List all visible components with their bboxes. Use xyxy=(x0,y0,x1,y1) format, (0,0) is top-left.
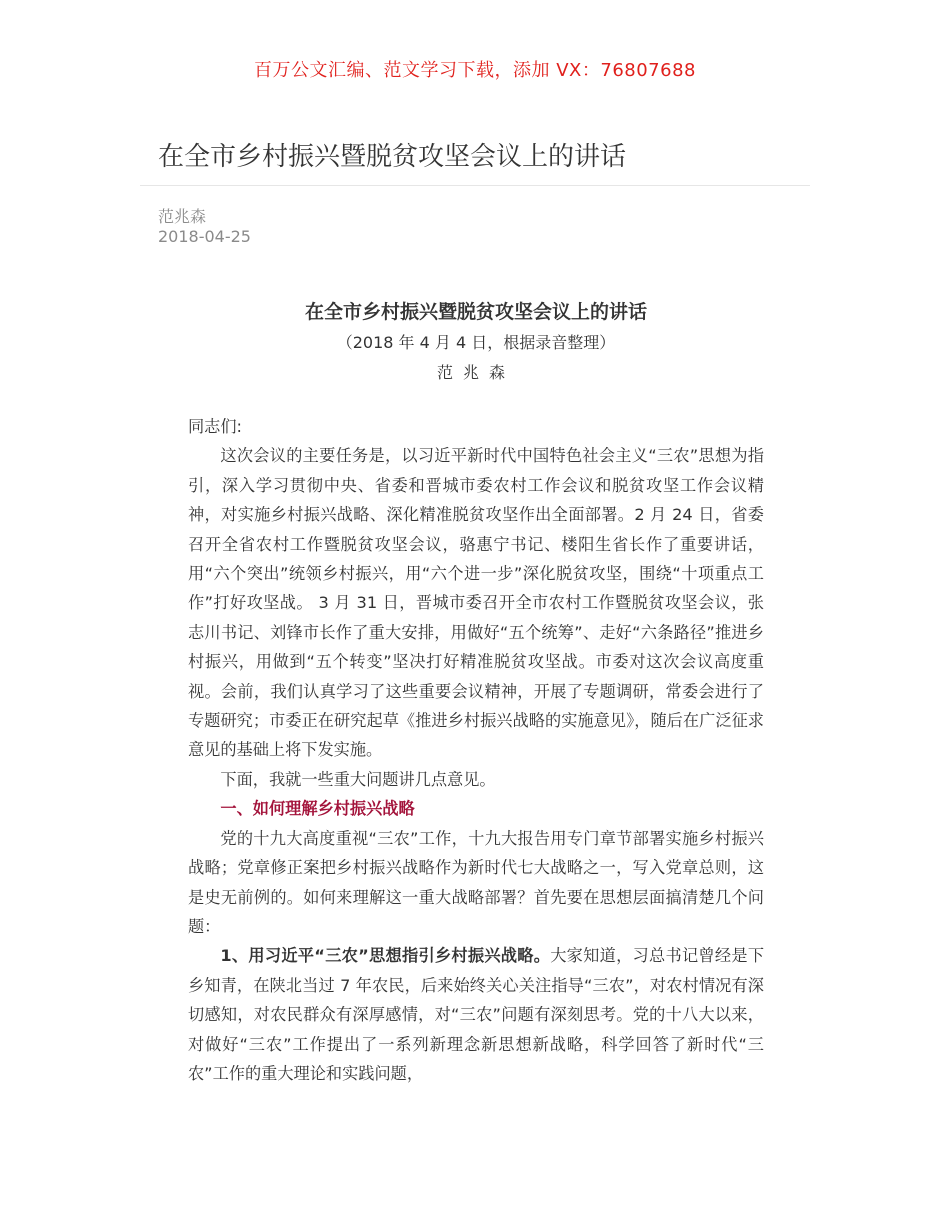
section-heading-1: 一、如何理解乡村振兴战略 xyxy=(220,799,415,819)
page-title: 在全市乡村振兴暨脱贫攻坚会议上的讲话 xyxy=(158,142,627,172)
publish-date: 2018-04-25 xyxy=(158,227,251,246)
salutation: 同志们: xyxy=(188,417,243,436)
document-subtitle: （2018 年 4 月 4 日，根据录音整理） xyxy=(336,333,616,352)
title-divider xyxy=(140,185,810,186)
document-speaker: 范兆森 xyxy=(436,363,515,382)
paragraph-4-body: 大家知道，习总书记曾经是下乡知青，在陕北当过 7 年农民，后来始终关心关注指导“三农”，对农村情况有深切感知，对农民群众有深厚感情，对“三农”问题有深刻思考。党的十八大以来，对做好“三农”工作提出了一系列新理念新思想新战略，科学回答了新时代“三农”工作的重大理论和实践问题， xyxy=(188,946,765,1083)
document-body xyxy=(188,296,764,1088)
document-title: 在全市乡村振兴暨脱贫攻坚会议上的讲话 xyxy=(304,301,647,323)
promo-banner: 百万公文汇编、范文学习下载，添加 VX：76807688 xyxy=(254,60,696,81)
paragraph-4 xyxy=(188,941,764,1088)
author-name: 范兆森 xyxy=(158,207,207,226)
paragraph-1: 这次会议的主要任务是，以习近平新时代中国特色社会主义“三农”思想为指引，深入学习贯彻中央、省委和晋城市委农村工作会议和脱贫攻坚工作会议精神，对实施乡村振兴战略、深化精准脱贫攻坚作出全面部署。2 月 24 日，省委召开全省农村工作暨脱贫攻坚会议，骆惠宁书记、楼阳生省长作了重要讲话，用“六个突出”统领乡村振兴，用“六个进一步”深化脱贫攻坚，围绕“十项重点工作”打好攻坚战。 3 月 31 日，晋城市委召开全市农村工作暨脱贫攻坚会议，张志川书记、刘锋市长作了重大安排，用做好“五个统筹”、走好“六条路径”推进乡村振兴，用做到“五个转变”坚决打好精准脱贫攻坚战。市委对这次会议高度重视。会前，我们认真学习了这些重要会议精神，开展了专题调研，常委会进行了专题研究；市委正在研究起草《推进乡村振兴战略的实施意见》，随后在广泛征求意见的基础上将下发实施。 xyxy=(188,446,764,760)
paragraph-4-lead: 1、用习近平“三农”思想指引乡村振兴战略。 xyxy=(220,946,551,966)
paragraph-3: 党的十九大高度重视“三农”工作，十九大报告用专门章节部署实施乡村振兴战略；党章修正案把乡村振兴战略作为新时代七大战略之一，写入党章总则，这是史无前例的。如何来理解这一重大战略部署？首先要在思想层面搞清楚几个问题： xyxy=(188,828,764,936)
paragraph-2: 下面，我就一些重大问题讲几点意见。 xyxy=(220,769,496,789)
